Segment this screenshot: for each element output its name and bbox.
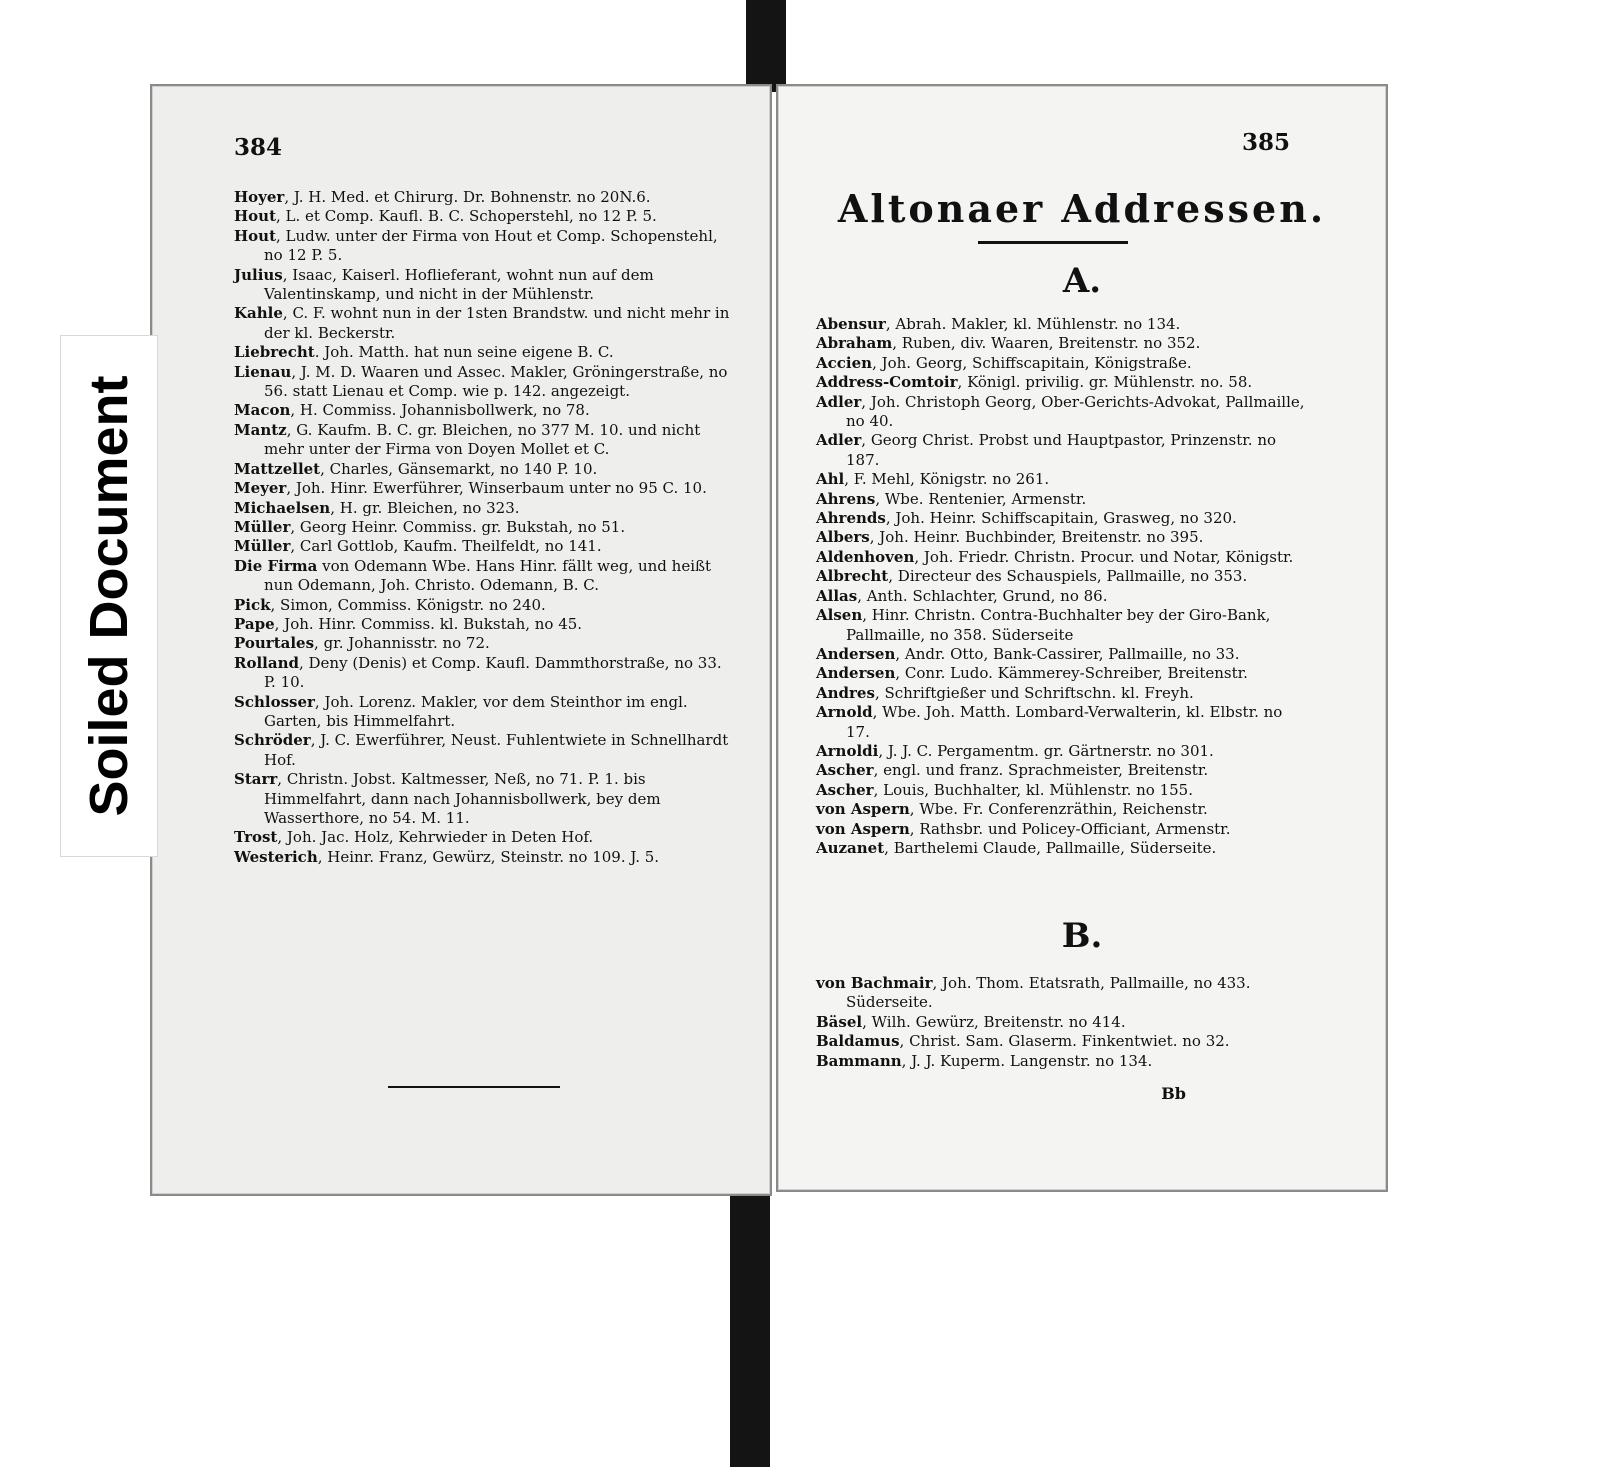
entry-details: , G. Kaufm. B. C. gr. Bleichen, no 377 M. 10. und nicht mehr unter der Firma von Doyen Mollet et C. xyxy=(264,420,701,459)
address-list xyxy=(234,188,734,867)
entry-name: Allas xyxy=(816,586,858,605)
entry-details: , L. et Comp. Kaufl. B. C. Schoperstehl, no 12 P. 5. xyxy=(276,207,657,226)
entry-details: , F. Mehl, Königstr. no 261. xyxy=(844,470,1050,489)
entry-details: , gr. Johannisstr. no 72. xyxy=(314,634,490,653)
entry-details: , J. C. Ewerführer, Neust. Fuhlentwiete in Schnellhardt Hof. xyxy=(264,731,729,769)
address-entry xyxy=(234,421,734,460)
address-entry xyxy=(234,654,734,693)
address-entry xyxy=(234,731,734,770)
address-entry xyxy=(816,820,1306,839)
address-entry xyxy=(234,304,734,343)
address-entry xyxy=(816,742,1306,761)
address-entry xyxy=(816,1013,1306,1032)
entry-details: , Charles, Gänsemarkt, no 140 P. 10. xyxy=(320,459,598,478)
address-entry xyxy=(816,800,1306,819)
address-entry xyxy=(234,518,734,537)
address-entry xyxy=(816,528,1306,547)
entry-details: , Directeur des Schauspiels, Pallmaille, no 353. xyxy=(888,567,1248,586)
signature-mark: Bb xyxy=(1161,1084,1186,1103)
address-entry xyxy=(816,664,1306,683)
address-entry xyxy=(816,684,1306,703)
entry-details: , Joh. Lorenz. Makler, vor dem Steinthor im engl. Garten, bis Himmelfahrt. xyxy=(264,692,688,730)
entry-name: Schröder xyxy=(234,731,311,750)
address-entry xyxy=(816,839,1306,858)
entry-details: , Georg Christ. Probst und Hauptpastor, Prinzenstr. no 187. xyxy=(846,431,1277,469)
address-entry xyxy=(234,401,734,420)
entry-details: , H. Commiss. Johannisbollwerk, no 78. xyxy=(290,401,590,420)
address-entry xyxy=(234,770,734,828)
entry-details: , Christ. Sam. Glaserm. Finkentwiet. no 32. xyxy=(899,1032,1230,1051)
entry-name: Accien xyxy=(816,353,873,372)
entry-details: , Carl Gottlob, Kaufm. Theilfeldt, no 141. xyxy=(290,537,602,556)
address-list-a xyxy=(816,315,1306,858)
entry-details: , Ruben, div. Waaren, Breitenstr. no 352. xyxy=(892,334,1201,353)
address-entry xyxy=(234,693,734,732)
entry-name: Address-Comtoir xyxy=(816,373,958,392)
entry-details: , Joh. Jac. Holz, Kehrwieder in Deten Hof. xyxy=(277,828,594,847)
entry-name: Bammann xyxy=(816,1051,902,1070)
address-entry xyxy=(234,363,734,402)
entry-details: , J. J. C. Pergamentm. gr. Gärtnerstr. no 301. xyxy=(878,741,1214,760)
entry-details: , engl. und franz. Sprachmeister, Breitenstr. xyxy=(873,761,1209,780)
left-page xyxy=(150,84,772,1196)
entry-name: Meyer xyxy=(234,479,287,498)
address-entry xyxy=(816,431,1306,470)
entry-name: Ascher xyxy=(816,761,874,780)
entry-name: von Bachmair xyxy=(816,974,933,992)
entry-name: Michaelsen xyxy=(234,498,331,517)
address-entry xyxy=(816,645,1306,664)
entry-details: , Simon, Commiss. Königstr. no 240. xyxy=(270,595,546,614)
entry-details: , Barthelemi Claude, Pallmaille, Süderseite. xyxy=(884,838,1217,857)
entry-details: , Andr. Otto, Bank-Cassirer, Pallmaille, no 33. xyxy=(895,644,1240,663)
entry-details: , Wbe. Rentenier, Armenstr. xyxy=(875,489,1087,508)
address-entry xyxy=(234,848,734,867)
entry-details: , Louis, Buchhalter, kl. Mühlenstr. no 155. xyxy=(873,780,1193,799)
entry-details: , Joh. Friedr. Christn. Procur. und Notar, Königstr. xyxy=(914,547,1294,566)
entry-name: Julius xyxy=(234,265,283,284)
entry-details: , Wbe. Fr. Conferenzräthin, Reichenstr. xyxy=(909,800,1208,819)
entry-details: , Joh. Heinr. Schiffscapitain, Grasweg, no 320. xyxy=(885,509,1237,528)
entry-name: Arnoldi xyxy=(816,741,879,760)
entry-name: Ahrens xyxy=(816,489,876,508)
entry-details: , Joh. Christoph Georg, Ober-Gerichts-Advokat, Pallmaille, no 40. xyxy=(846,392,1305,431)
entry-name: Hout xyxy=(234,207,277,226)
address-entry xyxy=(234,557,734,596)
heading-rule xyxy=(978,241,1128,244)
soiled-document-label xyxy=(60,335,158,857)
entry-details: , Isaac, Kaiserl. Hoflieferant, wohnt nun auf dem Valentinskamp, und nicht in der Mühlenstr. xyxy=(264,265,654,304)
entry-details: , Anth. Schlachter, Grund, no 86. xyxy=(857,586,1108,605)
address-entry xyxy=(234,596,734,615)
entry-details: , Abrah. Makler, kl. Mühlenstr. no 134. xyxy=(885,315,1181,333)
entry-details: , C. F. wohnt nun in der 1sten Brandstw. und nicht mehr in der kl. Beckerstr. xyxy=(264,304,730,342)
page-heading: Altonaer Addressen. xyxy=(837,186,1327,231)
entry-name: Albers xyxy=(816,528,870,547)
entry-name: Abensur xyxy=(816,315,886,333)
entry-name: Aldenhoven xyxy=(816,547,915,566)
address-entry xyxy=(234,634,734,653)
address-entry xyxy=(816,373,1306,392)
address-entry xyxy=(234,227,734,266)
address-entry xyxy=(816,1032,1306,1051)
entry-details: , J. H. Med. et Chirurg. Dr. Bohnenstr. no 20N.6. xyxy=(284,188,651,206)
entry-name: Liebrecht xyxy=(234,343,315,362)
address-entry xyxy=(234,537,734,556)
entry-name: Ascher xyxy=(816,780,874,799)
address-entry xyxy=(234,266,734,305)
section-letter-a: A. xyxy=(1062,261,1102,301)
address-entry xyxy=(816,548,1306,567)
entry-name: Ahrends xyxy=(816,509,886,528)
address-entry xyxy=(234,460,734,479)
address-entry xyxy=(816,509,1306,528)
address-entry xyxy=(816,334,1306,353)
entry-details: . Joh. Matth. hat nun seine eigene B. C. xyxy=(314,343,614,362)
page-number: 384 xyxy=(234,134,283,161)
address-entry xyxy=(816,470,1306,489)
entry-name: Kahle xyxy=(234,304,283,323)
address-entry xyxy=(234,207,734,226)
section-letter-b: B. xyxy=(1061,916,1103,956)
address-entry xyxy=(234,615,734,634)
entry-name: Mattzellet xyxy=(234,459,321,478)
entry-details: , Wilh. Gewürz, Breitenstr. no 414. xyxy=(862,1012,1126,1031)
entry-name: Baldamus xyxy=(816,1032,900,1051)
entry-details: , Ludw. unter der Firma von Hout et Comp. Schopenstehl, no 12 P. 5. xyxy=(264,226,718,265)
entry-name: Lienau xyxy=(234,362,292,381)
entry-name: Adler xyxy=(816,431,862,450)
entry-name: Arnold xyxy=(816,703,873,722)
entry-details: , Georg Heinr. Commiss. gr. Bukstah, no 51. xyxy=(290,517,626,536)
entry-name: Bäsel xyxy=(816,1012,863,1031)
address-entry xyxy=(816,606,1306,645)
address-entry xyxy=(234,188,734,207)
entry-name: Pourtales xyxy=(234,634,315,653)
entry-name: Müller xyxy=(234,517,291,536)
entry-name: Rolland xyxy=(234,653,299,672)
address-entry xyxy=(234,499,734,518)
entry-details: von Odemann Wbe. Hans Hinr. fällt weg, und heißt nun Odemann, Joh. Christo. Odemann, B. C. xyxy=(264,556,712,595)
address-entry xyxy=(816,587,1306,606)
entry-name: Müller xyxy=(234,537,291,556)
entry-name: Auzanet xyxy=(816,838,885,857)
entry-name: Andersen xyxy=(816,644,896,663)
entry-name: Schlosser xyxy=(234,692,315,711)
entry-name: von Aspern xyxy=(816,800,910,819)
address-entry xyxy=(816,354,1306,373)
entry-details: , Joh. Georg, Schiffscapitain, Königstraße. xyxy=(872,353,1192,372)
entry-name: Andres xyxy=(816,683,875,702)
entry-details: , J. J. Kuperm. Langenstr. no 134. xyxy=(901,1051,1153,1070)
entry-details: , Schriftgießer und Schriftschn. kl. Freyh. xyxy=(874,683,1194,702)
entry-details: , Joh. Hinr. Commiss. kl. Bukstah, no 45. xyxy=(274,614,583,633)
entry-details: , J. M. D. Waaren und Assec. Makler, Gröningerstraße, no 56. statt Lienau et Comp. wie p. 142. angezeigt. xyxy=(264,362,728,401)
address-entry xyxy=(816,315,1306,334)
address-entry xyxy=(816,761,1306,780)
entry-name: Trost xyxy=(234,828,278,847)
address-entry xyxy=(816,974,1306,1013)
entry-details: , H. gr. Bleichen, no 323. xyxy=(330,498,520,517)
entry-name: Pape xyxy=(234,614,275,633)
entry-name: Andersen xyxy=(816,664,896,683)
binding-spine-top xyxy=(746,0,786,92)
entry-name: Alsen xyxy=(816,606,863,625)
entry-details: , Wbe. Joh. Matth. Lombard-Verwalterin, kl. Elbstr. no 17. xyxy=(846,703,1283,741)
entry-details: , Heinr. Franz, Gewürz, Steinstr. no 109. J. 5. xyxy=(317,847,660,866)
address-entry xyxy=(234,343,734,362)
right-page xyxy=(776,84,1388,1192)
address-entry xyxy=(816,1052,1306,1071)
entry-details: , Rathsbr. und Policey-Officiant, Armenstr. xyxy=(909,819,1231,838)
end-rule xyxy=(388,1086,560,1088)
entry-name: Westerich xyxy=(234,847,318,866)
entry-details: , Joh. Heinr. Buchbinder, Breitenstr. no 395. xyxy=(869,528,1204,547)
entry-name: Adler xyxy=(816,392,862,411)
entry-details: , Conr. Ludo. Kämmerey-Schreiber, Breitenstr. xyxy=(895,664,1248,683)
address-entry xyxy=(816,393,1306,432)
address-entry xyxy=(234,479,734,498)
entry-details: , Königl. privilig. gr. Mühlenstr. no. 58. xyxy=(957,373,1253,392)
address-entry xyxy=(816,490,1306,509)
entry-name: Pick xyxy=(234,595,271,614)
entry-name: von Aspern xyxy=(816,819,910,838)
entry-name: Hout xyxy=(234,226,277,245)
binding-spine-bottom xyxy=(730,1192,770,1467)
entry-name: Abraham xyxy=(816,334,893,353)
entry-details: , Hinr. Christn. Contra-Buchhalter bey der Giro-Bank, Pallmaille, no 358. Süderseite xyxy=(846,606,1271,644)
entry-details: , Joh. Hinr. Ewerführer, Winserbaum unter no 95 C. 10. xyxy=(286,479,707,498)
entry-name: Starr xyxy=(234,770,278,789)
address-entry xyxy=(816,781,1306,800)
entry-details: , Deny (Denis) et Comp. Kaufl. Dammthorstraße, no 33. P. 10. xyxy=(264,653,722,692)
address-list-b xyxy=(816,974,1306,1071)
address-entry xyxy=(816,703,1306,742)
entry-details: , Christn. Jobst. Kaltmesser, Neß, no 71. P. 1. bis Himmelfahrt, dann nach Johannisbollwerk, bey dem Wasserthore, no 54. M. 11. xyxy=(264,770,661,827)
entry-details: , Joh. Thom. Etatsrath, Pallmaille, no 433. Süderseite. xyxy=(846,974,1251,1012)
entry-name: Albrecht xyxy=(816,567,889,586)
label-text: Soiled Document xyxy=(79,375,139,817)
entry-name: Die Firma xyxy=(234,556,318,575)
entry-name: Macon xyxy=(234,401,291,420)
entry-name: Ahl xyxy=(816,470,845,489)
entry-name: Hoyer xyxy=(234,188,285,206)
entry-name: Mantz xyxy=(234,420,287,439)
address-entry xyxy=(234,828,734,847)
page-number: 385 xyxy=(1241,129,1290,156)
address-entry xyxy=(816,567,1306,586)
